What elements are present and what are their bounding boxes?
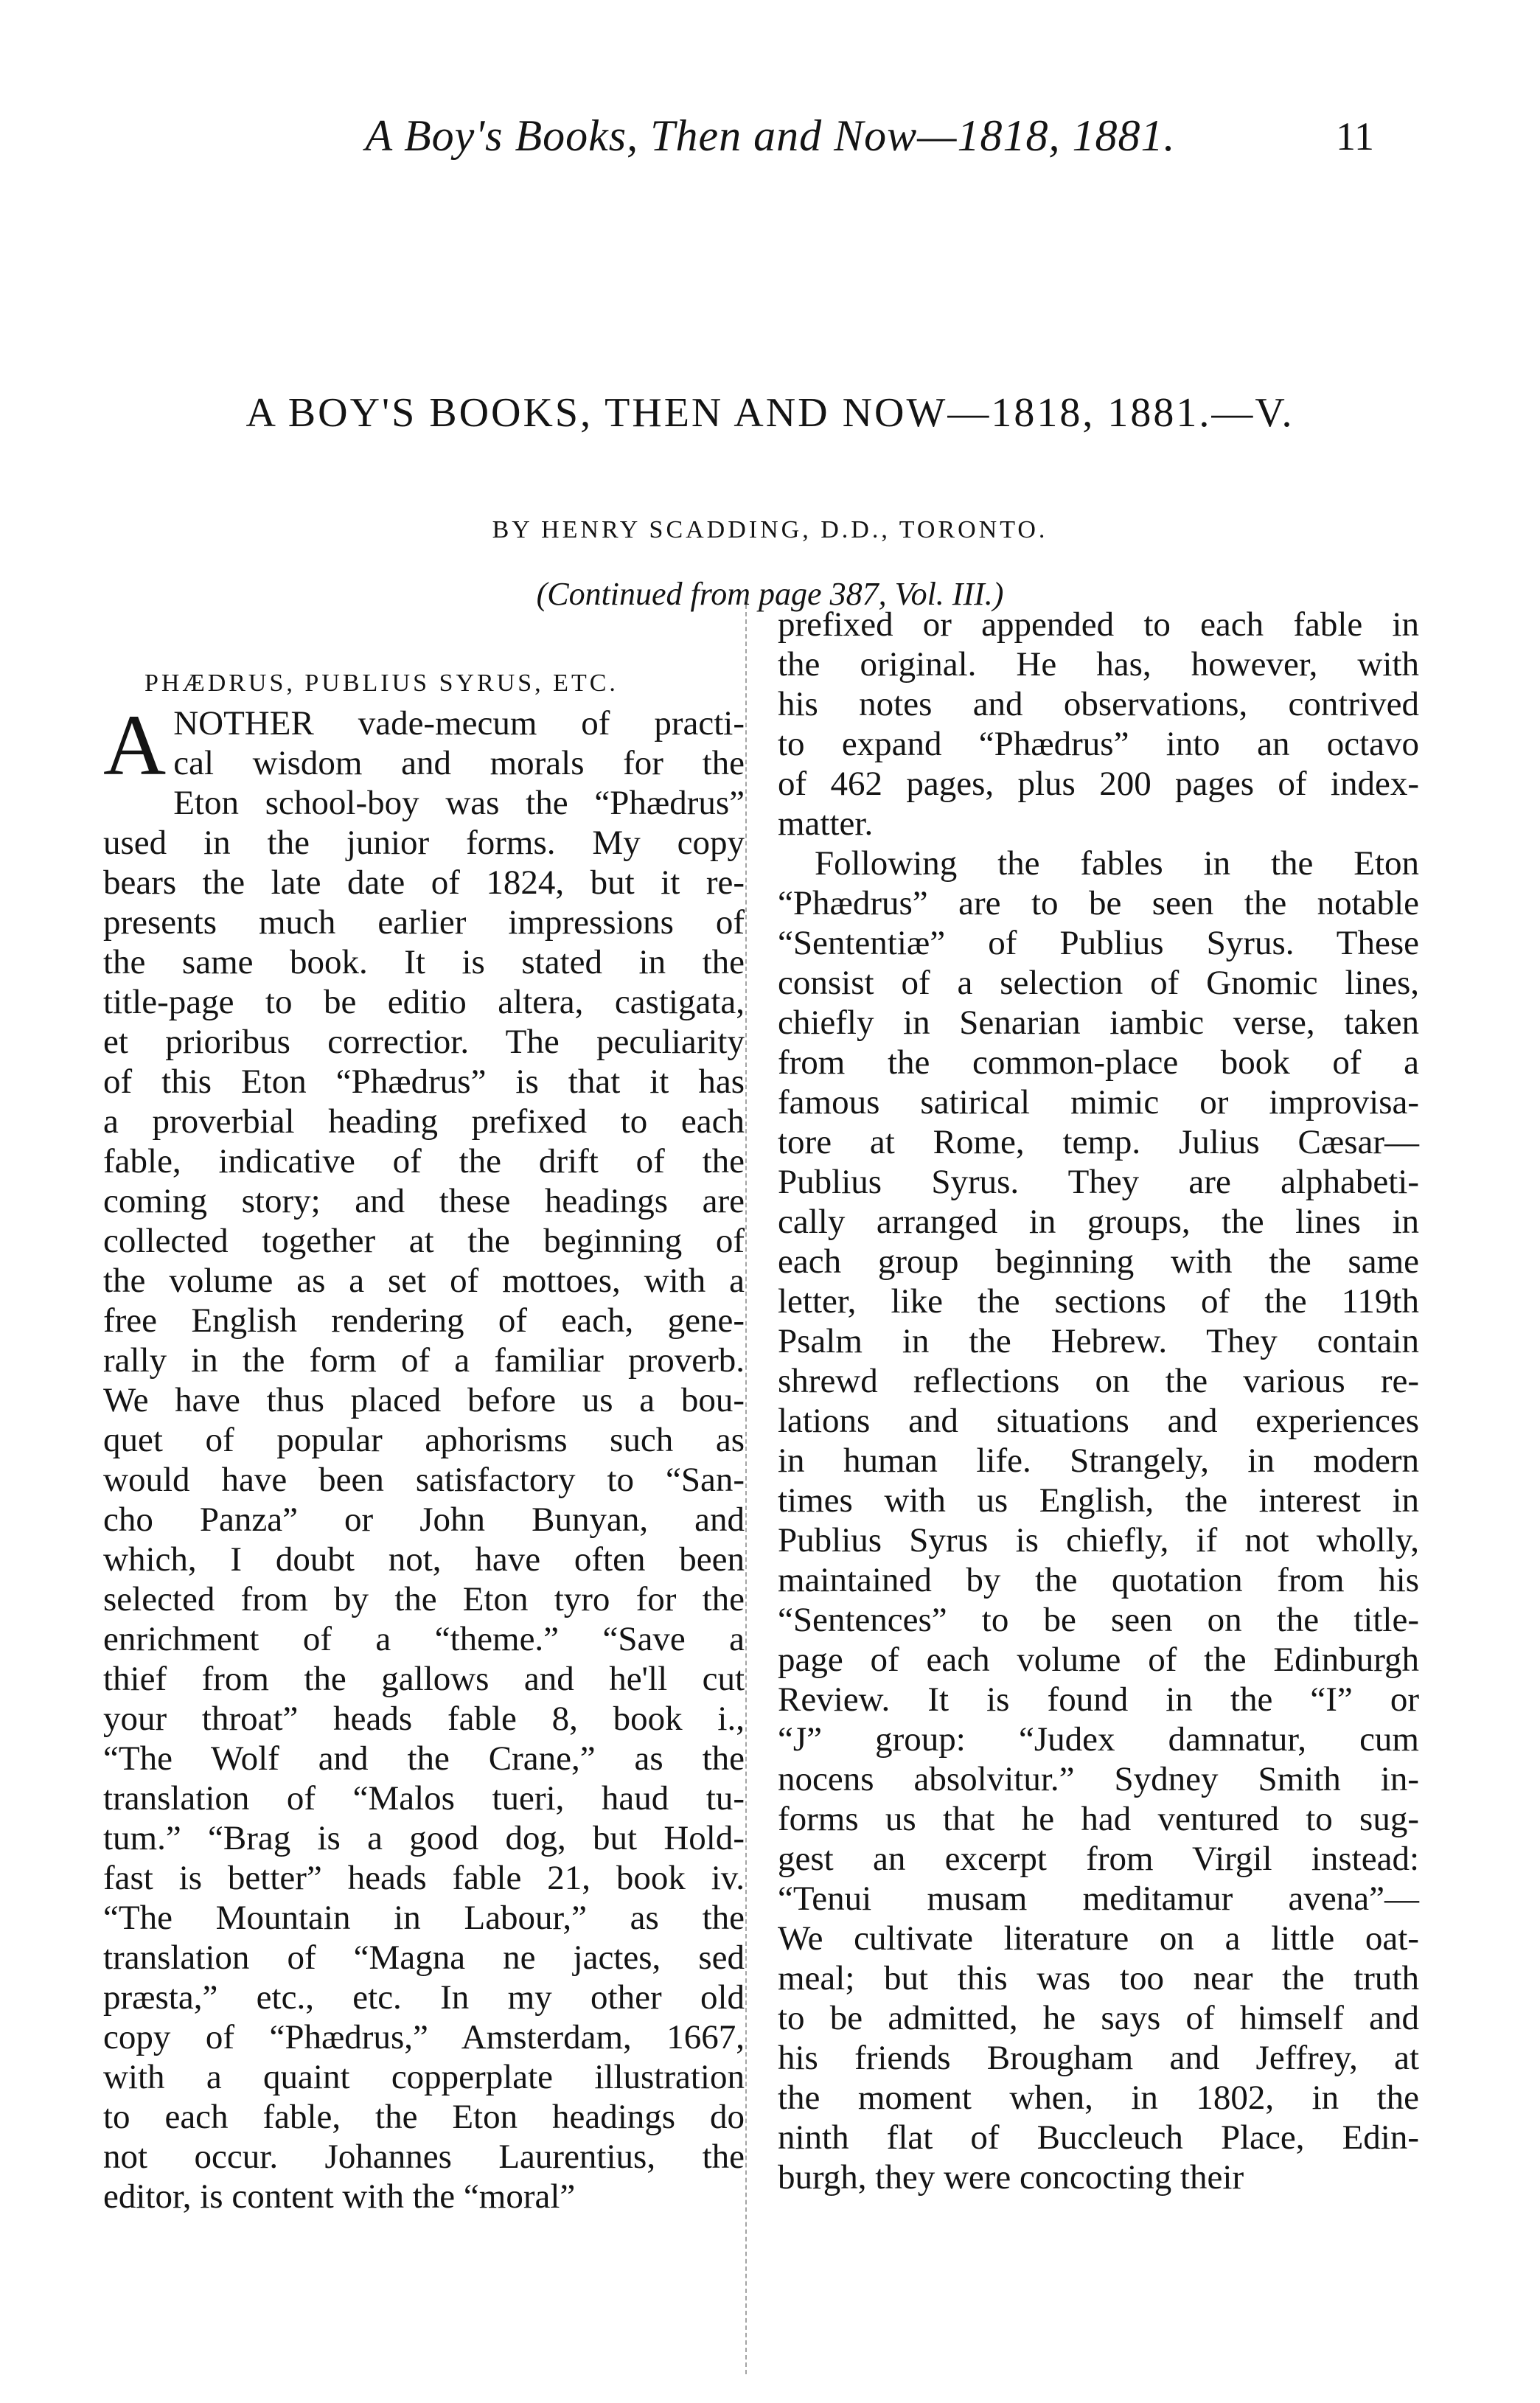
text-line: times with us English, the interest in [778, 1481, 1419, 1520]
text-line: your throat” heads fable 8, book i., [103, 1700, 745, 1738]
text-line: NOTHER vade-mecum of practi- [173, 704, 745, 743]
text-line: each group beginning with the same [778, 1242, 1419, 1281]
text-line: Eton school-boy was the “Phædrus” [173, 784, 745, 822]
text-line: the moment when, in 1802, in the [778, 2079, 1419, 2117]
text-line: “Tenui musam meditamur avena”— [778, 1879, 1419, 1918]
text-line: to each fable, the Eton headings do [103, 2098, 745, 2136]
text-line: to be admitted, he says of himself and [778, 1999, 1419, 2037]
text-line: Publius Syrus is chiefly, if not wholly, [778, 1521, 1419, 1559]
text-line: coming story; and these headings are [103, 1182, 745, 1220]
text-line: free English rendering of each, gene- [103, 1301, 745, 1340]
text-line: not occur. Johannes Laurentius, the [103, 2138, 745, 2176]
text-line: bears the late date of 1824, but it re- [103, 863, 745, 902]
text-line: tore at Rome, temp. Julius Cæsar— [778, 1123, 1419, 1161]
text-line: the same book. It is stated in the [103, 943, 745, 981]
text-line: chiefly in Senarian iambic verse, taken [778, 1004, 1419, 1042]
text-line: burgh, they were concocting their [778, 2158, 1244, 2197]
text-line: Following the fables in the Eton [815, 844, 1419, 883]
text-line: used in the junior forms. My copy [103, 824, 745, 862]
text-line: translation of “Malos tueri, haud tu- [103, 1779, 745, 1818]
text-line: gest an excerpt from Virgil instead: [778, 1840, 1419, 1878]
text-line: consist of a selection of Gnomic lines, [778, 964, 1419, 1002]
text-line: meal; but this was too near the truth [778, 1959, 1419, 1997]
article-title: A BOY'S BOOKS, THEN AND NOW—1818, 1881.—V. [245, 390, 1295, 436]
text-line: matter. [778, 804, 874, 843]
text-line: would have been satisfactory to “San- [103, 1461, 745, 1499]
text-line: from the common-place book of a [778, 1043, 1419, 1082]
right-column-lines [778, 605, 1419, 2197]
text-line: cho Panza” or John Bunyan, and [103, 1500, 745, 1539]
text-line: “The Wolf and the Crane,” as the [103, 1739, 745, 1778]
byline: BY HENRY SCADDING, D.D., TORONTO. [492, 516, 1048, 543]
running-head [0, 111, 1540, 170]
text-line: prefixed or appended to each fable in [778, 605, 1419, 644]
text-line: Review. It is found in the “I” or [778, 1680, 1419, 1719]
text-line: the original. He has, however, with [778, 645, 1419, 684]
text-line: “The Mountain in Labour,” as the [103, 1899, 745, 1937]
text-line: tum.” “Brag is a good dog, but Hold- [103, 1819, 745, 1857]
text-line: of 462 pages, plus 200 pages of index- [778, 765, 1419, 803]
text-line: famous satirical mimic or improvisa- [778, 1083, 1419, 1121]
continued-note: (Continued from page 387, Vol. III.) [536, 576, 1004, 612]
text-line: forms us that he had ventured to sug- [778, 1800, 1419, 1838]
text-line: ninth flat of Buccleuch Place, Edin- [778, 2118, 1419, 2157]
text-line: collected together at the beginning of [103, 1222, 745, 1260]
text-line: fast is better” heads fable 21, book iv. [103, 1859, 745, 1897]
page-number: 11 [1336, 114, 1374, 159]
text-line: We cultivate literature on a little oat- [778, 1919, 1419, 1958]
text-line: thief from the gallows and he'll cut [103, 1660, 745, 1698]
text-line: præsta,” etc., etc. In my other old [103, 1978, 745, 2017]
text-line: lations and situations and experiences [778, 1402, 1419, 1440]
text-line: rally in the form of a familiar proverb. [103, 1341, 745, 1380]
text-line: presents much earlier impressions of [103, 903, 745, 942]
text-line: fable, indicative of the drift of the [103, 1142, 745, 1180]
text-line: We have thus placed before us a bou- [103, 1381, 745, 1419]
text-line: editor, is content with the “moral” [103, 2177, 576, 2216]
section-heading: PHÆDRUS, PUBLIUS SYRUS, ETC. [144, 670, 619, 697]
text-line: “J” group: “Judex damnatur, cum [778, 1720, 1419, 1759]
text-line: with a quaint copperplate illustration [103, 2058, 745, 2096]
left-column [103, 664, 745, 2216]
text-line: a proverbial heading prefixed to each [103, 1102, 745, 1141]
text-line: copy of “Phædrus,” Amsterdam, 1667, [103, 2018, 745, 2056]
running-title: A Boy's Books, Then and Now—1818, 1881. [365, 111, 1176, 160]
text-line: enrichment of a “theme.” “Save a [103, 1620, 745, 1658]
text-line: of this Eton “Phædrus” is that it has [103, 1063, 745, 1101]
text-line: Psalm in the Hebrew. They contain [778, 1322, 1419, 1360]
text-line: cal wisdom and morals for the [173, 744, 745, 782]
left-column-lines [103, 697, 745, 2216]
text-line: the volume as a set of mottoes, with a [103, 1262, 745, 1300]
text-line: in human life. Strangely, in modern [778, 1442, 1419, 1480]
text-line: shrewd reflections on the various re- [778, 1362, 1419, 1400]
text-line: his notes and observations, contrived [778, 685, 1419, 723]
drop-cap: A [103, 697, 167, 793]
column-divider [745, 597, 747, 2374]
text-line: quet of popular aphorisms such as [103, 1421, 745, 1459]
text-line: Publius Syrus. They are alphabeti- [778, 1163, 1419, 1201]
text-line: title-page to be editio altera, castigata, [103, 983, 745, 1021]
text-line: which, I doubt not, have often been [103, 1540, 745, 1579]
text-line: nocens absolvitur.” Sydney Smith in- [778, 1760, 1419, 1798]
text-line: “Sentences” to be seen on the title- [778, 1601, 1419, 1639]
text-line: et prioribus correctior. The peculiarity [103, 1023, 745, 1061]
text-line: “Sententiæ” of Publius Syrus. These [778, 924, 1419, 962]
text-line: letter, like the sections of the 119th [778, 1282, 1419, 1321]
text-line: his friends Brougham and Jeffrey, at [778, 2039, 1419, 2077]
text-line: selected from by the Eton tyro for the [103, 1580, 745, 1618]
text-line: maintained by the quotation from his [778, 1561, 1419, 1599]
text-line: cally arranged in groups, the lines in [778, 1203, 1419, 1241]
right-column [778, 605, 1419, 2197]
text-line: “Phædrus” are to be seen the notable [778, 884, 1419, 922]
text-line: translation of “Magna ne jactes, sed [103, 1938, 745, 1977]
text-line: page of each volume of the Edinburgh [778, 1641, 1419, 1679]
text-line: to expand “Phædrus” into an octavo [778, 725, 1419, 763]
